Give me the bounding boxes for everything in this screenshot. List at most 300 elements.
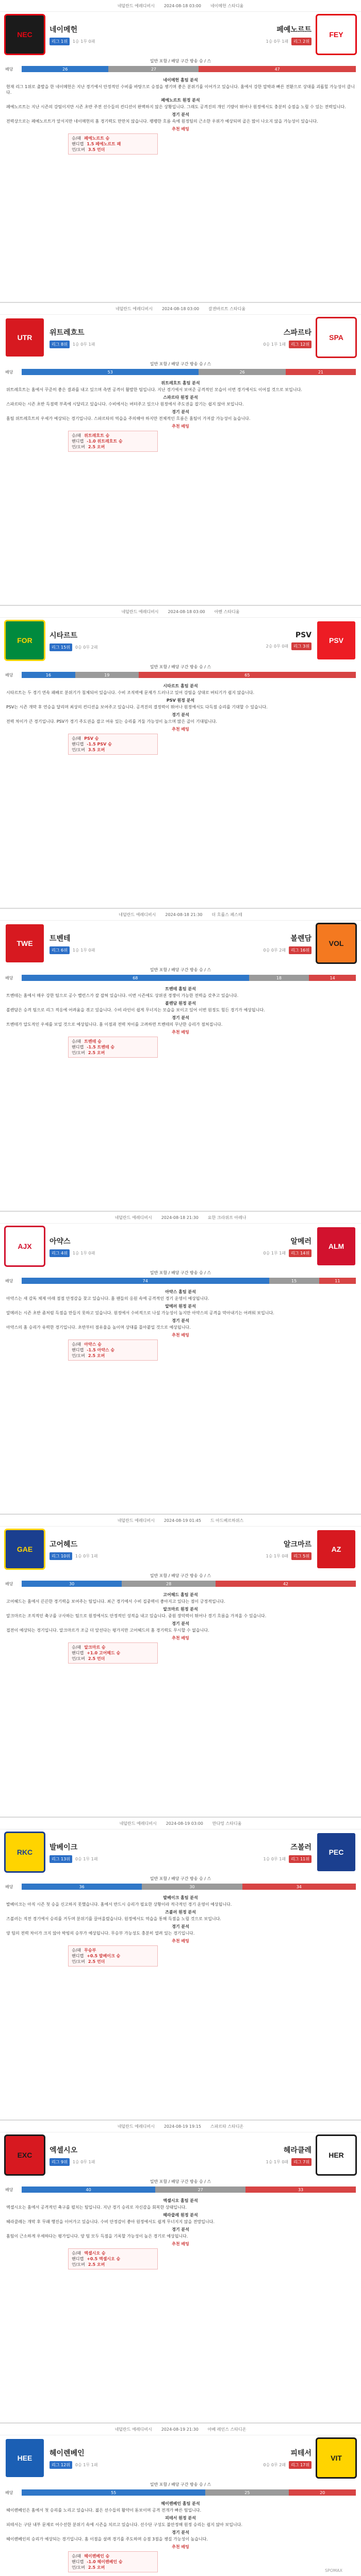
away-team (187, 1226, 357, 1267)
away-analysis-team: PSV (166, 698, 176, 703)
match-meta (0, 0, 361, 12)
home-analysis-text: 현재 리그 1위로 출발을 한 네이메헌은 지난 경기에서 안정적인 수비를 바탕으로 승점을 챙기며 좋은 분위기를 이어가고 있습니다. 홈에서 강한 압박과 빠른 전환으로 상대를 괴롭힐 가능성이 큽니다. (6, 84, 355, 95)
odds-bar (22, 672, 356, 678)
pick-box (68, 133, 158, 155)
home-analysis-text: 트벤테는 홈에서 매우 강한 팀으로 공수 밸런스가 잘 잡혀 있습니다. 이번 시즌에도 상위권 경쟁이 가능한 전력을 갖추고 있습니다. (6, 993, 239, 998)
venue-name: 아베 레인스 스타디온 (207, 2427, 247, 2432)
analysis-body (0, 375, 361, 452)
home-rank-badge: 리그 12위 (50, 2461, 72, 2469)
pick-ou-key: 언/오버 (72, 1050, 85, 1055)
pick-section (6, 2241, 355, 2269)
pick-handicap-value: +0.5 발베이크 승 (87, 1954, 121, 1958)
venue-name: 요한 크라위프 아레나 (207, 1215, 247, 1220)
analysis-body (0, 1890, 361, 1967)
pick-win-value: 알크마르 승 (84, 1645, 106, 1650)
home-logo-text: TWE (17, 939, 33, 947)
league-name: 네덜란드 에레디비시 (121, 609, 159, 614)
away-rank-badge: 리그 16위 (289, 946, 311, 954)
odds-bar (22, 975, 356, 981)
preview-text: 트벤테가 압도적인 우세를 보일 것으로 예상됩니다. 홈 이점과 전력 차이를 고려하면 트벤테의 무난한 승리가 점쳐집니다. (6, 1022, 223, 1027)
match-date: 2024-08-18 03:00 (163, 3, 201, 8)
odds-subtitle: 일반 포함 / 배당 구간 방송 승 / 스 (150, 59, 211, 63)
away-analysis-team: 알메러 (165, 1304, 177, 1309)
odds-draw-segment: 26 (199, 369, 285, 375)
pick-title: 추천 배팅 (172, 127, 189, 131)
home-team-name: 엑셀시오 (50, 2146, 78, 2155)
home-rank-badge: 리그 6위 (50, 946, 70, 954)
pick-box (68, 734, 158, 755)
odds-home-segment: 68 (22, 975, 249, 981)
odds-draw-segment: 25 (205, 2489, 289, 2496)
league-name: 네덜란드 에레디비시 (119, 912, 156, 917)
home-record: 0승 0무 2패 (75, 645, 98, 650)
pick-handicap-value: -1.0 위트레흐트 승 (87, 439, 123, 444)
odds-tag: 배당 (5, 369, 13, 375)
preview-text: 홈팀 위트레흐트의 우세가 예상되는 경기입니다. 스파르타의 역습을 주의해야 하지만 전체적인 흐름은 홈팀이 가져갈 가능성이 높습니다. (6, 416, 251, 421)
pick-section (6, 1029, 355, 1058)
home-team (4, 620, 174, 661)
preview-heading: 경기 분석 (172, 2530, 189, 2535)
away-team-name: 즈볼러 (290, 1843, 311, 1852)
home-analysis-heading (6, 683, 355, 689)
pick-ou-value: 2.5 언더 (88, 1656, 105, 1661)
away-analysis-label: 원정 분석 (180, 2213, 198, 2217)
preview-text: 홈팀이 근소하게 우세하다는 평가입니다. 양 팀 모두 득점을 기록할 가능성이 높은 경기로 예상됩니다. (6, 2234, 188, 2239)
away-logo-text: VOL (329, 939, 344, 947)
odds-draw-segment: 18 (249, 975, 309, 981)
pick-handicap-value: -1.5 아약스 승 (87, 1348, 115, 1352)
odds-bar (22, 369, 356, 375)
away-rank-badge: 리그 5위 (291, 1552, 311, 1560)
preview-heading: 경기 분석 (172, 713, 189, 717)
preview-text: 아약스의 홈 승리가 유력한 경기입니다. 초반부터 점유율을 높이며 상대를 몰아붙일 것으로 예상됩니다. (6, 1325, 191, 1330)
teams-row (0, 315, 361, 360)
away-team-name: 알크마르 (283, 1540, 311, 1549)
home-logo-text: FOR (17, 636, 32, 645)
away-team-name: PSV (295, 631, 311, 639)
home-analysis-text: 엑셀시오는 홈에서 공격적인 축구를 펼치는 팀입니다. 지난 경기 승리로 자신감을 회복한 상태입니다. (6, 2205, 187, 2210)
pick-ou-value: 2.5 오버 (88, 1050, 105, 1055)
pick-title: 추천 배팅 (172, 1333, 189, 1337)
pick-box (68, 1037, 158, 1058)
home-analysis-text: 위트레흐트는 홈에서 꾸준히 좋은 결과를 내고 있으며 측면 공격이 활발한 팀입니다. 지난 경기에서 보여준 공격적인 모습이 이번 경기에서도 이어질 것으로 보입니다. (6, 387, 302, 392)
home-analysis-label: 홈팀 분석 (180, 684, 198, 688)
away-logo-text: PSV (329, 636, 343, 645)
preview-heading: 경기 분석 (172, 1621, 189, 1626)
away-analysis-text: PSV는 시즌 개막 후 연승을 달리며 최상의 컨디션을 보여주고 있습니다. 공격진의 결정력이 뛰어나 원정에서도 다득점 승리를 기대할 수 있습니다. (6, 705, 268, 709)
preview-heading: 경기 분석 (172, 2227, 189, 2232)
away-analysis-text: 페예노르트는 지난 시즌의 강팀이지만 시즌 초반 주전 선수들의 컨디션이 완벽하지 않은 상황입니다. 그래도 공격진의 개인 기량이 뛰어나 원정에서도 충분히 승점을 노릴 수 있는 전력입니다. (6, 105, 346, 109)
match-card-3 (0, 606, 361, 909)
odds-bar (22, 1278, 356, 1284)
home-analysis-team: 엑셀시오 (163, 2198, 179, 2203)
away-rank-badge: 리그 11위 (289, 1855, 311, 1863)
odds-away-segment: 14 (309, 975, 356, 981)
odds-tag: 배당 (5, 1581, 13, 1586)
home-team-name: 헤이렌베인 (50, 2449, 85, 2458)
home-analysis-label: 홈팀 분석 (178, 987, 196, 991)
home-analysis-heading (6, 1289, 355, 1295)
analysis-body (0, 678, 361, 755)
odds-away-segment: 47 (199, 66, 356, 72)
pick-ou-key: 언/오버 (72, 147, 85, 152)
home-analysis-team: 네이메헌 (163, 78, 179, 82)
odds-draw-segment: 27 (108, 66, 199, 72)
odds-row (0, 66, 361, 72)
away-analysis-team: 피테서 (165, 2516, 177, 2520)
league-name: 네덜란드 에레디비시 (117, 2124, 155, 2129)
odds-away-segment: 20 (289, 2489, 356, 2496)
league-name: 네덜란드 에레디비시 (114, 2427, 152, 2432)
home-record: 0승 1무 1패 (75, 2462, 98, 2467)
match-meta (0, 606, 361, 618)
home-team-name: 고어헤드 (50, 1540, 78, 1549)
match-meta (0, 1515, 361, 1527)
home-team (4, 1832, 174, 1873)
odds-away-segment: 11 (319, 1278, 356, 1284)
match-date: 2024-08-18 03:00 (168, 609, 205, 614)
pick-ou-key: 언/오버 (72, 1959, 85, 1964)
away-logo (316, 1226, 357, 1267)
home-team (4, 2437, 174, 2479)
home-team-name: 트벤테 (50, 934, 71, 943)
preview-text: 전력 차이가 큰 경기입니다. PSV가 경기 주도권을 잡고 여유 있는 승리를 거둘 가능성이 높으며 많은 골이 기대됩니다. (6, 719, 217, 724)
pick-ou-value: 2.5 오버 (88, 2262, 105, 2267)
home-analysis-label: 홈팀 분석 (180, 78, 198, 82)
away-rank-badge: 리그 12위 (289, 341, 311, 348)
pick-handicap-key: 핸디캡 (72, 1045, 84, 1049)
home-rank-badge: 리그 1위 (50, 38, 70, 45)
odds-home-segment: 36 (22, 1884, 142, 1890)
away-record: 0승 1무 1패 (263, 1250, 286, 1256)
match-meta (0, 2424, 361, 2435)
teams-row (0, 921, 361, 966)
away-analysis-label: 원정 분석 (178, 1001, 196, 1006)
away-analysis-text: 볼렌담은 승격 팀으로 리그 적응에 어려움을 겪고 있습니다. 수비 라인이 쉽게 무너지는 모습을 보이고 있어 이번 원정도 힘든 경기가 예상됩니다. (6, 1008, 265, 1012)
odds-away-segment: 34 (242, 1884, 356, 1890)
pick-title: 추천 배팅 (172, 1939, 189, 1943)
away-rank-badge: 리그 17위 (289, 2461, 311, 2469)
away-record: 0승 1무 1패 (263, 342, 286, 347)
away-team (187, 2134, 357, 2176)
match-meta (0, 1818, 361, 1829)
venue-name: 스파르타 스타디온 (210, 2124, 244, 2129)
analysis-body (0, 2496, 361, 2572)
pick-handicap-key: 핸디캡 (72, 1348, 84, 1352)
home-logo (4, 620, 45, 661)
pick-win-value: 엑셀시오 승 (84, 2251, 106, 2256)
home-record: 0승 1무 1패 (75, 1856, 98, 1861)
odds-row (0, 1278, 361, 1284)
odds-draw-segment: 27 (155, 2187, 245, 2193)
home-analysis-label: 홈팀 분석 (182, 2501, 200, 2506)
pick-box (68, 1945, 158, 1967)
pick-ou-value: 3.5 언더 (88, 147, 105, 152)
odds-bar (22, 2489, 356, 2496)
preview-text: 접전이 예상되는 경기입니다. 알크마르가 조금 더 앞선다는 평가지만 고어헤드의 홈 경기력도 무시할 수 없습니다. (6, 1628, 209, 1633)
away-team (187, 620, 357, 661)
preview-text: 양 팀의 전력 차이가 크지 않아 박빙의 승부가 예상됩니다. 무승부 가능성도 충분히 열려 있는 경기입니다. (6, 1931, 195, 1936)
match-card-9 (0, 2424, 361, 2576)
venue-name: 더 흐롤스 페스테 (211, 912, 242, 917)
preview-heading: 경기 분석 (172, 1318, 189, 1323)
away-analysis-label: 원정 분석 (180, 395, 198, 400)
away-analysis-label: 원정 분석 (178, 2516, 196, 2520)
analysis-body (0, 72, 361, 155)
pick-ou-key: 언/오버 (72, 445, 85, 449)
home-analysis-text: 헤이렌베인은 홈에서 첫 승리를 노리고 있습니다. 젊은 선수들의 활약이 돋보이며 공격 전개가 빠른 팀입니다. (6, 2508, 202, 2513)
odds-home-segment: 40 (22, 2187, 155, 2193)
away-logo (316, 14, 357, 55)
pick-title: 추천 배팅 (172, 727, 189, 732)
home-logo (4, 1832, 45, 1873)
away-analysis-text: 알크마르는 조직적인 축구를 구사하는 팀으로 원정에서도 안정적인 성적을 내고 있습니다. 중원 장악력이 뛰어나 경기 흐름을 가져올 수 있습니다. (6, 1614, 267, 1618)
away-logo (316, 2134, 357, 2176)
match-date: 2024-08-19 19:15 (163, 2124, 201, 2129)
odds-subtitle: 일반 포함 / 배당 구간 방송 승 / 스 (150, 1573, 211, 1578)
teams-row (0, 2132, 361, 2178)
odds-away-segment: 42 (216, 1581, 356, 1587)
home-analysis-heading (6, 1895, 355, 1901)
home-analysis-heading (6, 77, 355, 83)
pick-win-value: 헤이렌베인 승 (84, 2554, 110, 2558)
pick-handicap-value: +1.0 고어헤드 승 (87, 1651, 121, 1655)
pick-win-key: 승/패 (72, 1948, 81, 1953)
pick-ou-value: 2.5 언더 (88, 1959, 105, 1964)
pick-ou-key: 언/오버 (72, 748, 85, 752)
pick-section (6, 1938, 355, 1967)
away-logo-text: ALM (328, 1242, 344, 1250)
home-logo-text: EXC (17, 2151, 32, 2159)
pick-handicap-value: -1.0 헤이렌베인 승 (87, 2560, 123, 2564)
venue-name: 갈겐바르트 스타디움 (208, 306, 246, 311)
match-card-5 (0, 1212, 361, 1515)
home-logo-text: AJX (18, 1242, 32, 1250)
pick-ou-key: 언/오버 (72, 2262, 85, 2267)
odds-home-segment: 53 (22, 369, 199, 375)
teams-row (0, 1829, 361, 1875)
home-logo-text: HEE (17, 2454, 32, 2462)
home-logo (4, 14, 45, 55)
away-team-name: 페예노르트 (276, 25, 311, 34)
match-card-6 (0, 1515, 361, 1818)
odds-subtitle: 일반 포함 / 배당 구간 방송 승 / 스 (150, 665, 211, 669)
home-team (4, 1529, 174, 1570)
home-rank-badge: 리그 4위 (50, 1249, 70, 1257)
odds-tag: 배당 (5, 672, 13, 677)
preview-heading: 경기 분석 (172, 112, 189, 117)
pick-title: 추천 배팅 (172, 1636, 189, 1640)
odds-away-segment: 65 (139, 672, 356, 678)
away-logo-text: FEY (329, 30, 343, 39)
away-logo-text: HER (329, 2151, 344, 2159)
away-logo-text: VIT (331, 2454, 342, 2462)
odds-row (0, 1884, 361, 1890)
analysis-body (0, 1587, 361, 1664)
pick-win-key: 승/패 (72, 736, 81, 741)
away-analysis-team: 즈볼러 (165, 1910, 177, 1914)
home-logo-text: UTR (17, 333, 32, 342)
odds-row (0, 369, 361, 375)
pick-handicap-key: 핸디캡 (72, 1954, 84, 1958)
away-analysis-heading (6, 698, 355, 703)
pick-box (68, 431, 158, 452)
teams-row (0, 1224, 361, 1269)
away-record: 1승 0무 1패 (266, 39, 289, 44)
match-date: 2024-08-19 01:45 (163, 1518, 201, 1523)
match-card-7 (0, 1818, 361, 2121)
away-record: 0승 0무 2패 (263, 947, 286, 953)
analysis-body (0, 981, 361, 1058)
home-team-name: 네이메헌 (50, 25, 78, 34)
home-logo (4, 1529, 45, 1570)
home-analysis-heading (6, 380, 355, 386)
match-meta (0, 303, 361, 315)
odds-row (0, 672, 361, 678)
away-analysis-heading (6, 1606, 355, 1612)
odds-home-segment: 26 (22, 66, 108, 72)
away-logo (316, 923, 357, 964)
home-rank-badge: 리그 10위 (50, 1552, 72, 1560)
match-date: 2024-08-19 21:30 (161, 2427, 199, 2432)
preview-heading: 경기 분석 (172, 410, 189, 414)
odds-subtitle: 일반 포함 / 배당 구간 방송 승 / 스 (150, 968, 211, 972)
pick-section (6, 423, 355, 452)
odds-bar (22, 1581, 356, 1587)
home-rank-badge: 리그 8위 (50, 341, 70, 348)
home-logo (4, 923, 45, 964)
match-card-1 (0, 0, 361, 303)
odds-home-segment: 55 (22, 2489, 205, 2496)
away-record: 1승 1무 0패 (266, 2159, 289, 2164)
home-analysis-label: 홈팀 분석 (180, 1592, 198, 1597)
home-analysis-heading (6, 1592, 355, 1598)
home-analysis-label: 홈팀 분석 (182, 381, 200, 385)
home-analysis-team: 아약스 (165, 1290, 177, 1294)
watermark: SPOMAX (324, 2568, 342, 2573)
home-team (4, 923, 174, 964)
away-logo (316, 317, 357, 358)
away-analysis-team: 알크마르 (163, 1607, 179, 1612)
pick-box (68, 2248, 158, 2269)
home-rank-badge: 리그 9위 (50, 2158, 70, 2166)
pick-win-key: 승/패 (72, 1342, 81, 1347)
home-rank-badge: 리그 13위 (50, 1855, 72, 1863)
league-name: 네덜란드 에레디비시 (119, 1821, 157, 1826)
away-analysis-heading (6, 1909, 355, 1915)
pick-win-key: 승/패 (72, 2251, 81, 2256)
pick-win-key: 승/패 (72, 136, 81, 141)
home-record: 1승 1무 0패 (72, 947, 95, 953)
odds-row (0, 1581, 361, 1587)
away-team (187, 317, 357, 358)
away-analysis-team: 페예노르트 (161, 98, 182, 103)
odds-subtitle: 일반 포함 / 배당 구간 방송 승 / 스 (150, 2482, 211, 2487)
pick-ou-key: 언/오버 (72, 1656, 85, 1661)
odds-home-segment: 74 (22, 1278, 269, 1284)
odds-tag: 배당 (5, 975, 13, 980)
home-team-name: 발베이크 (50, 1843, 78, 1852)
away-logo (316, 1832, 357, 1873)
home-logo (4, 2437, 45, 2479)
away-team-name: 스파르타 (283, 328, 311, 337)
league-name: 네덜란드 에레디비시 (117, 3, 155, 8)
pick-box (68, 1642, 158, 1664)
home-record: 1승 0무 1패 (72, 2159, 95, 2164)
away-logo (316, 2437, 357, 2479)
home-analysis-text: 고어헤드는 홈에서 끈끈한 경기력을 보여주는 팀입니다. 최근 경기에서 수비 집중력이 좋아지고 있다는 점이 긍정적입니다. (6, 1599, 225, 1604)
home-analysis-team: 위트레흐트 (161, 381, 182, 385)
odds-subtitle: 일반 포함 / 배당 구간 방송 승 / 스 (150, 362, 211, 366)
away-logo-text: AZ (331, 1545, 341, 1553)
pick-ou-value: 2.5 오버 (88, 445, 105, 449)
away-logo (316, 620, 357, 661)
match-date: 2024-08-18 21:30 (165, 912, 203, 917)
teams-row (0, 618, 361, 663)
away-analysis-heading (6, 395, 355, 400)
away-rank-badge: 리그 14위 (289, 1249, 311, 1257)
away-logo (316, 1529, 357, 1570)
preview-text: 헤이렌베인의 승리가 예상되는 경기입니다. 홈 이점을 살려 경기를 주도하며 승점 3점을 챙길 가능성이 높습니다. (6, 2537, 208, 2541)
pick-title: 추천 배팅 (172, 2242, 189, 2246)
away-analysis-text: 스파르타는 시즌 초반 득점력 부족에 시달리고 있습니다. 수비에서는 버텨주고 있으나 원정에서 주도권을 잡기는 쉽지 않아 보입니다. (6, 402, 244, 406)
home-analysis-heading (6, 986, 355, 992)
home-analysis-team: 트벤테 (165, 987, 177, 991)
pick-title: 추천 배팅 (172, 2545, 189, 2549)
away-analysis-text: 즈볼러는 직전 경기에서 승리를 거두며 분위기를 끌어올렸습니다. 원정에서도 역습을 통해 득점을 노릴 것으로 보입니다. (6, 1917, 221, 1921)
away-team-name: 헤라클레 (283, 2146, 311, 2155)
home-analysis-team: 시타르트 (163, 684, 179, 688)
away-analysis-text: 알메러는 시즌 초반 좀처럼 득점을 만들지 못하고 있습니다. 원정에서 수비적으로 나설 가능성이 높지만 아약스의 공격을 막아내기는 어려워 보입니다. (6, 1311, 274, 1315)
pick-win-value: 위트레흐트 승 (84, 433, 110, 438)
analysis-body (0, 2193, 361, 2269)
odds-tag: 배당 (5, 1278, 13, 1283)
pick-handicap-value: 1.5 페예노르트 패 (87, 142, 121, 146)
pick-section (6, 126, 355, 155)
away-analysis-text: 피테서는 구단 내부 문제로 어수선한 분위기 속에 시즌을 치르고 있습니다. 선수단 구성도 불안정해 원정 승리는 쉽지 않아 보입니다. (6, 2522, 242, 2527)
home-analysis-label: 홈팀 분석 (178, 1290, 196, 1294)
away-analysis-team: 스파르타 (163, 395, 179, 400)
odds-tag: 배당 (5, 66, 13, 72)
pick-handicap-key: 핸디캡 (72, 742, 84, 747)
pick-win-key: 승/패 (72, 1645, 81, 1650)
away-analysis-heading (6, 1303, 355, 1309)
away-analysis-text: 헤라클레는 개막 후 무패 행진을 이어가고 있습니다. 수비 안정감이 좋아 원정에서도 쉽게 무너지지 않을 전망입니다. (6, 2219, 215, 2224)
home-team-name: 위트레흐트 (50, 328, 85, 337)
away-analysis-label: 원정 분석 (182, 98, 200, 103)
pick-win-key: 승/패 (72, 433, 81, 438)
away-team (187, 923, 357, 964)
preview-text: 전력상으로는 페예노르트가 앞서지만 네이메헌의 홈 경기력도 만만치 않습니다. 팽팽한 흐름 속에 원정팀의 근소한 우위가 예상되며 골은 많이 나오지 않을 가능성이 있습니다. (6, 119, 318, 124)
away-team-name: 볼렌담 (290, 934, 311, 943)
match-card-2 (0, 303, 361, 606)
home-logo (4, 317, 45, 358)
home-team (4, 317, 174, 358)
home-logo-text: GAE (17, 1545, 33, 1553)
home-logo-text: RKC (17, 1848, 33, 1856)
venue-name: 만다밍 스타디움 (212, 1821, 242, 1826)
pick-section (6, 1332, 355, 1361)
odds-away-segment: 21 (286, 369, 356, 375)
home-analysis-heading (6, 2501, 355, 2506)
pick-handicap-value: -1.5 PSV 승 (87, 742, 112, 747)
away-rank-badge: 리그 3위 (291, 642, 311, 650)
home-analysis-label: 홈팀 분석 (180, 1895, 198, 1900)
home-analysis-team: 발베이크 (163, 1895, 179, 1900)
league-name: 네덜란드 에레디비시 (115, 306, 153, 311)
odds-away-segment: 33 (245, 2187, 356, 2193)
pick-box (68, 2551, 158, 2572)
